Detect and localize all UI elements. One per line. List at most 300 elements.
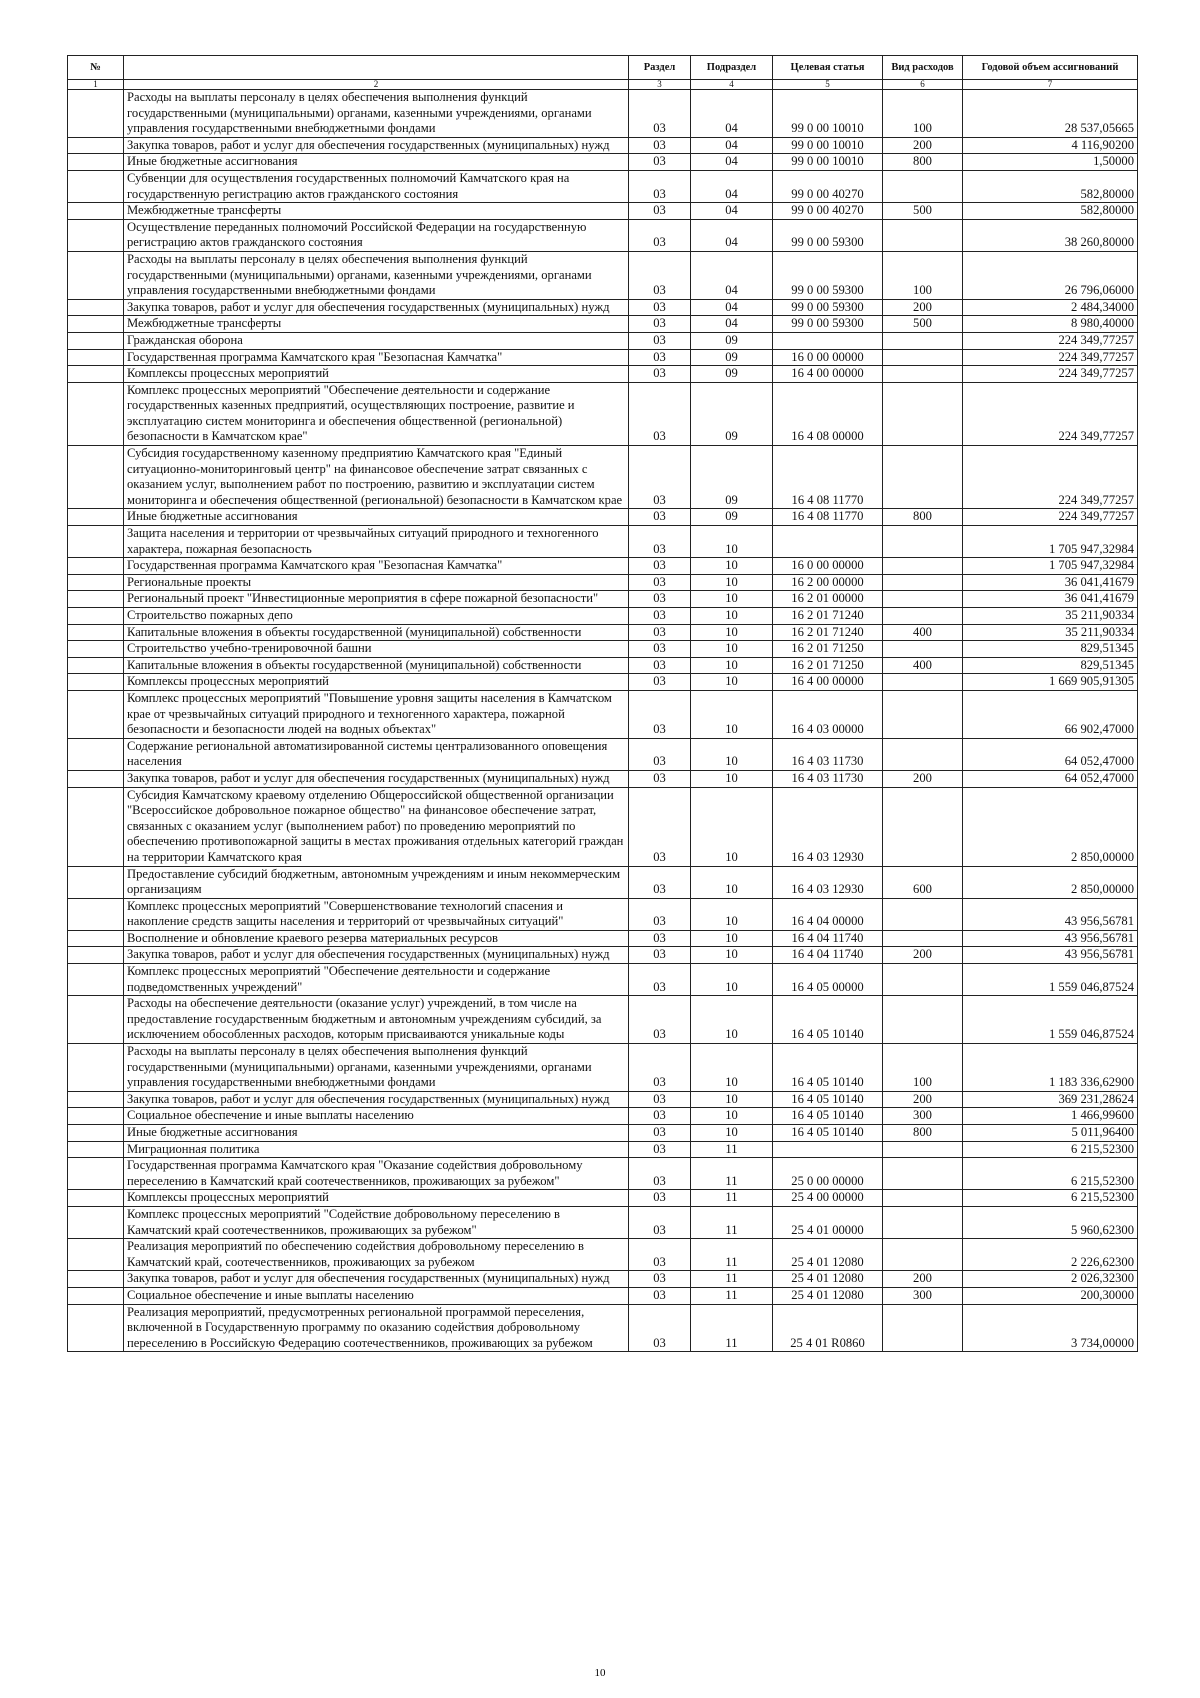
row-target-cell: 25 0 00 00000: [773, 1158, 883, 1190]
row-target-cell: 16 4 03 00000: [773, 690, 883, 738]
row-razdel-cell: 03: [629, 591, 691, 608]
row-podrazdel-cell: 04: [691, 90, 773, 138]
row-podrazdel-cell: 09: [691, 382, 773, 445]
table-row: [68, 787, 1138, 866]
row-razdel-cell: 03: [629, 1125, 691, 1142]
row-vid-cell: 600: [883, 866, 963, 898]
row-podrazdel-cell: 10: [691, 657, 773, 674]
table-row: [68, 1287, 1138, 1304]
row-name-cell: Комплекс процессных мероприятий "Совершенствование технологий спасения и накопление средств защиты населения и территорий от чрезвычайных ситуаций": [124, 898, 629, 930]
row-number-cell: [68, 1239, 124, 1271]
row-podrazdel-cell: 04: [691, 170, 773, 202]
row-podrazdel-cell: 04: [691, 154, 773, 171]
row-number-cell: [68, 1304, 124, 1352]
table-row: [68, 574, 1138, 591]
row-podrazdel-cell: 10: [691, 574, 773, 591]
row-amount-cell: 1 559 046,87524: [963, 996, 1138, 1044]
row-amount-cell: 2 026,32300: [963, 1271, 1138, 1288]
row-amount-cell: 26 796,06000: [963, 251, 1138, 299]
row-vid-cell: 100: [883, 90, 963, 138]
row-podrazdel-cell: 10: [691, 930, 773, 947]
row-number-cell: [68, 1044, 124, 1092]
row-number-cell: [68, 608, 124, 625]
row-podrazdel-cell: 04: [691, 219, 773, 251]
table-row: [68, 770, 1138, 787]
table-row: [68, 219, 1138, 251]
row-number-cell: [68, 1271, 124, 1288]
row-target-cell: 99 0 00 59300: [773, 299, 883, 316]
table-row: [68, 947, 1138, 964]
row-podrazdel-cell: 11: [691, 1239, 773, 1271]
row-number-cell: [68, 866, 124, 898]
row-podrazdel-cell: 10: [691, 608, 773, 625]
row-target-cell: 16 2 01 71240: [773, 608, 883, 625]
row-amount-cell: 36 041,41679: [963, 574, 1138, 591]
row-target-cell: 16 4 04 11740: [773, 947, 883, 964]
row-vid-cell: [883, 446, 963, 509]
row-razdel-cell: 03: [629, 1158, 691, 1190]
row-razdel-cell: 03: [629, 657, 691, 674]
row-razdel-cell: 03: [629, 1239, 691, 1271]
table-row: [68, 299, 1138, 316]
table-row: [68, 1141, 1138, 1158]
table-row: [68, 930, 1138, 947]
row-amount-cell: 5 960,62300: [963, 1206, 1138, 1238]
table-row: [68, 591, 1138, 608]
row-target-cell: 99 0 00 10010: [773, 137, 883, 154]
row-name-cell: Иные бюджетные ассигнования: [124, 509, 629, 526]
header-razdel: Раздел: [629, 56, 691, 80]
row-amount-cell: 582,80000: [963, 170, 1138, 202]
row-target-cell: 16 4 00 00000: [773, 366, 883, 383]
row-podrazdel-cell: 10: [691, 947, 773, 964]
row-number-cell: [68, 446, 124, 509]
row-podrazdel-cell: 10: [691, 787, 773, 866]
budget-table: [67, 55, 1138, 1352]
table-row: [68, 316, 1138, 333]
table-row: [68, 366, 1138, 383]
row-number-cell: [68, 898, 124, 930]
row-number-cell: [68, 964, 124, 996]
header-no: №: [68, 56, 124, 80]
row-vid-cell: [883, 738, 963, 770]
row-name-cell: Государственная программа Камчатского края "Безопасная Камчатка": [124, 349, 629, 366]
row-target-cell: [773, 526, 883, 558]
row-razdel-cell: 03: [629, 90, 691, 138]
row-number-cell: [68, 770, 124, 787]
row-target-cell: 16 4 08 11770: [773, 446, 883, 509]
table-row: [68, 1190, 1138, 1207]
row-amount-cell: 1 669 905,91305: [963, 674, 1138, 691]
row-razdel-cell: 03: [629, 930, 691, 947]
table-row: [68, 203, 1138, 220]
row-vid-cell: [883, 366, 963, 383]
row-target-cell: 16 4 00 00000: [773, 674, 883, 691]
table-row: [68, 382, 1138, 445]
row-name-cell: Субвенции для осуществления государственных полномочий Камчатского края на государственную регистрацию актов гражданского состояния: [124, 170, 629, 202]
row-podrazdel-cell: 10: [691, 558, 773, 575]
row-name-cell: Закупка товаров, работ и услуг для обеспечения государственных (муниципальных) нужд: [124, 770, 629, 787]
row-number-cell: [68, 90, 124, 138]
row-vid-cell: [883, 787, 963, 866]
row-podrazdel-cell: 11: [691, 1141, 773, 1158]
row-podrazdel-cell: 11: [691, 1287, 773, 1304]
row-vid-cell: 800: [883, 1125, 963, 1142]
row-razdel-cell: 03: [629, 608, 691, 625]
row-vid-cell: [883, 996, 963, 1044]
row-podrazdel-cell: 10: [691, 624, 773, 641]
row-target-cell: 99 0 00 40270: [773, 170, 883, 202]
table-row: [68, 558, 1138, 575]
row-target-cell: [773, 332, 883, 349]
table-row: [68, 509, 1138, 526]
row-amount-cell: 43 956,56781: [963, 898, 1138, 930]
row-name-cell: Расходы на обеспечение деятельности (оказание услуг) учреждений, в том числе на предоставление государственным бюджетным и автономным учреждениям субсидий, за исключением обособленных расходов, которым присваиваются уникальные коды: [124, 996, 629, 1044]
row-razdel-cell: 03: [629, 203, 691, 220]
table-row: [68, 349, 1138, 366]
row-razdel-cell: 03: [629, 1141, 691, 1158]
row-vid-cell: [883, 608, 963, 625]
row-name-cell: Строительство учебно-тренировочной башни: [124, 641, 629, 658]
row-target-cell: 16 4 05 10140: [773, 1125, 883, 1142]
row-name-cell: Реализация мероприятий, предусмотренных региональной программой переселения, включенной в Государственную программу по оказанию содействия добровольному переселению в Российскую Федерацию соотечественников, проживающих за рубежом: [124, 1304, 629, 1352]
row-vid-cell: [883, 332, 963, 349]
row-name-cell: Защита населения и территории от чрезвычайных ситуаций природного и техногенного характера, пожарная безопасность: [124, 526, 629, 558]
row-number-cell: [68, 509, 124, 526]
row-name-cell: Расходы на выплаты персоналу в целях обеспечения выполнения функций государственными (муниципальными) органами, казенными учреждениями, органами управления государственными внебюджетными фондами: [124, 90, 629, 138]
table-row: [68, 1125, 1138, 1142]
row-target-cell: 16 4 05 10140: [773, 1091, 883, 1108]
row-razdel-cell: 03: [629, 154, 691, 171]
row-target-cell: 16 2 01 71240: [773, 624, 883, 641]
row-name-cell: Расходы на выплаты персоналу в целях обеспечения выполнения функций государственными (муниципальными) органами, казенными учреждениями, органами управления государственными внебюджетными фондами: [124, 251, 629, 299]
row-podrazdel-cell: 04: [691, 203, 773, 220]
row-name-cell: Комплексы процессных мероприятий: [124, 1190, 629, 1207]
row-target-cell: 25 4 01 12080: [773, 1239, 883, 1271]
row-name-cell: Восполнение и обновление краевого резерва материальных ресурсов: [124, 930, 629, 947]
table-row: [68, 137, 1138, 154]
row-amount-cell: 369 231,28624: [963, 1091, 1138, 1108]
row-name-cell: Межбюджетные трансферты: [124, 316, 629, 333]
table-row: [68, 690, 1138, 738]
row-name-cell: Государственная программа Камчатского края "Оказание содействия добровольному переселению в Камчатский край соотечественников, проживающих за рубежом": [124, 1158, 629, 1190]
row-podrazdel-cell: 09: [691, 366, 773, 383]
row-target-cell: 25 4 01 R0860: [773, 1304, 883, 1352]
table-row: [68, 657, 1138, 674]
row-amount-cell: 224 349,77257: [963, 446, 1138, 509]
row-number-cell: [68, 574, 124, 591]
row-razdel-cell: 03: [629, 299, 691, 316]
row-target-cell: 16 2 01 00000: [773, 591, 883, 608]
row-razdel-cell: 03: [629, 382, 691, 445]
row-name-cell: Капитальные вложения в объекты государственной (муниципальной) собственности: [124, 624, 629, 641]
column-number: 7: [963, 80, 1138, 90]
row-number-cell: [68, 137, 124, 154]
row-vid-cell: 300: [883, 1108, 963, 1125]
row-name-cell: Межбюджетные трансферты: [124, 203, 629, 220]
row-podrazdel-cell: 09: [691, 349, 773, 366]
row-amount-cell: 224 349,77257: [963, 349, 1138, 366]
row-amount-cell: 8 980,40000: [963, 316, 1138, 333]
row-target-cell: 25 4 01 12080: [773, 1287, 883, 1304]
row-name-cell: Комплексы процессных мероприятий: [124, 674, 629, 691]
row-vid-cell: [883, 219, 963, 251]
header-podrazdel: Подраздел: [691, 56, 773, 80]
row-podrazdel-cell: 10: [691, 526, 773, 558]
row-number-cell: [68, 930, 124, 947]
row-target-cell: 16 4 05 10140: [773, 1044, 883, 1092]
row-razdel-cell: 03: [629, 624, 691, 641]
row-number-cell: [68, 349, 124, 366]
row-number-cell: [68, 657, 124, 674]
row-amount-cell: 1 466,99600: [963, 1108, 1138, 1125]
column-number-row: [68, 80, 1138, 90]
row-vid-cell: [883, 349, 963, 366]
table-row: [68, 964, 1138, 996]
row-number-cell: [68, 996, 124, 1044]
row-amount-cell: 224 349,77257: [963, 366, 1138, 383]
table-row: [68, 996, 1138, 1044]
row-name-cell: Закупка товаров, работ и услуг для обеспечения государственных (муниципальных) нужд: [124, 1271, 629, 1288]
row-podrazdel-cell: 04: [691, 299, 773, 316]
table-row: [68, 251, 1138, 299]
row-podrazdel-cell: 10: [691, 674, 773, 691]
row-target-cell: 25 4 01 00000: [773, 1206, 883, 1238]
row-number-cell: [68, 154, 124, 171]
row-vid-cell: 200: [883, 299, 963, 316]
row-target-cell: 99 0 00 10010: [773, 154, 883, 171]
row-target-cell: 16 4 03 12930: [773, 866, 883, 898]
row-target-cell: 99 0 00 40270: [773, 203, 883, 220]
row-vid-cell: 500: [883, 203, 963, 220]
row-target-cell: 99 0 00 59300: [773, 219, 883, 251]
table-row: [68, 1108, 1138, 1125]
row-vid-cell: 500: [883, 316, 963, 333]
row-podrazdel-cell: 10: [691, 1125, 773, 1142]
table-row: [68, 526, 1138, 558]
row-razdel-cell: 03: [629, 1091, 691, 1108]
row-number-cell: [68, 1287, 124, 1304]
table-row: [68, 866, 1138, 898]
row-name-cell: Реализация мероприятий по обеспечению содействия добровольному переселению в Камчатский край, соотечественников, проживающих за рубежом: [124, 1239, 629, 1271]
header-vid: Вид расходов: [883, 56, 963, 80]
row-target-cell: 16 4 04 00000: [773, 898, 883, 930]
row-vid-cell: [883, 558, 963, 575]
row-target-cell: 16 2 01 71250: [773, 657, 883, 674]
row-number-cell: [68, 674, 124, 691]
row-amount-cell: 36 041,41679: [963, 591, 1138, 608]
row-number-cell: [68, 203, 124, 220]
row-name-cell: Капитальные вложения в объекты государственной (муниципальной) собственности: [124, 657, 629, 674]
row-vid-cell: 400: [883, 624, 963, 641]
table-row: [68, 641, 1138, 658]
row-vid-cell: [883, 574, 963, 591]
row-razdel-cell: 03: [629, 1287, 691, 1304]
row-name-cell: Комплекс процессных мероприятий "Обеспечение деятельности и содержание подведомственных учреждений": [124, 964, 629, 996]
row-number-cell: [68, 299, 124, 316]
row-podrazdel-cell: 10: [691, 898, 773, 930]
row-vid-cell: 200: [883, 1271, 963, 1288]
row-podrazdel-cell: 09: [691, 446, 773, 509]
row-vid-cell: [883, 170, 963, 202]
row-name-cell: Иные бюджетные ассигнования: [124, 1125, 629, 1142]
row-razdel-cell: 03: [629, 947, 691, 964]
row-number-cell: [68, 382, 124, 445]
column-number: 5: [773, 80, 883, 90]
row-number-cell: [68, 1158, 124, 1190]
row-vid-cell: 800: [883, 509, 963, 526]
table-row: [68, 446, 1138, 509]
table-row: [68, 624, 1138, 641]
row-amount-cell: 1,50000: [963, 154, 1138, 171]
row-podrazdel-cell: 10: [691, 591, 773, 608]
table-row: [68, 170, 1138, 202]
row-number-cell: [68, 641, 124, 658]
row-target-cell: 16 4 03 12930: [773, 787, 883, 866]
row-podrazdel-cell: 10: [691, 996, 773, 1044]
row-number-cell: [68, 624, 124, 641]
table-row: [68, 1206, 1138, 1238]
row-razdel-cell: 03: [629, 446, 691, 509]
row-number-cell: [68, 251, 124, 299]
row-amount-cell: 2 850,00000: [963, 866, 1138, 898]
table-row: [68, 1091, 1138, 1108]
row-amount-cell: 829,51345: [963, 641, 1138, 658]
row-number-cell: [68, 1190, 124, 1207]
row-target-cell: 16 4 05 00000: [773, 964, 883, 996]
row-vid-cell: 800: [883, 154, 963, 171]
column-number: 6: [883, 80, 963, 90]
row-name-cell: Закупка товаров, работ и услуг для обеспечения государственных (муниципальных) нужд: [124, 299, 629, 316]
row-amount-cell: 224 349,77257: [963, 382, 1138, 445]
row-name-cell: Осуществление переданных полномочий Российской Федерации на государственную регистрацию актов гражданского состояния: [124, 219, 629, 251]
row-number-cell: [68, 170, 124, 202]
row-razdel-cell: 03: [629, 996, 691, 1044]
row-amount-cell: 1 559 046,87524: [963, 964, 1138, 996]
row-name-cell: Миграционная политика: [124, 1141, 629, 1158]
row-vid-cell: [883, 690, 963, 738]
row-amount-cell: 43 956,56781: [963, 947, 1138, 964]
row-target-cell: 16 4 03 11730: [773, 738, 883, 770]
row-razdel-cell: 03: [629, 526, 691, 558]
row-razdel-cell: 03: [629, 366, 691, 383]
row-vid-cell: [883, 1141, 963, 1158]
row-vid-cell: [883, 1206, 963, 1238]
row-vid-cell: [883, 1239, 963, 1271]
row-razdel-cell: 03: [629, 251, 691, 299]
row-razdel-cell: 03: [629, 964, 691, 996]
row-podrazdel-cell: 10: [691, 964, 773, 996]
row-name-cell: Строительство пожарных депо: [124, 608, 629, 625]
row-amount-cell: 35 211,90334: [963, 624, 1138, 641]
row-vid-cell: [883, 382, 963, 445]
row-podrazdel-cell: 10: [691, 1044, 773, 1092]
row-name-cell: Комплекс процессных мероприятий "Обеспечение деятельности и содержание государственных казенных предприятий, осуществляющих построение, развитие и эксплуатацию систем мониторинга и обеспечения общественной (региональной) безопасности в Камчатском крае": [124, 382, 629, 445]
row-vid-cell: [883, 591, 963, 608]
row-vid-cell: 100: [883, 1044, 963, 1092]
row-razdel-cell: 03: [629, 738, 691, 770]
row-razdel-cell: 03: [629, 219, 691, 251]
column-number: 1: [68, 80, 124, 90]
row-vid-cell: 100: [883, 251, 963, 299]
header-target: Целевая статья: [773, 56, 883, 80]
row-vid-cell: [883, 526, 963, 558]
row-amount-cell: 64 052,47000: [963, 770, 1138, 787]
row-target-cell: 25 4 00 00000: [773, 1190, 883, 1207]
row-amount-cell: 6 215,52300: [963, 1158, 1138, 1190]
row-razdel-cell: 03: [629, 332, 691, 349]
table-row: [68, 1158, 1138, 1190]
row-name-cell: Комплекс процессных мероприятий "Повышение уровня защиты населения в Камчатском крае от чрезвычайных ситуаций природного и техногенного характера, пожарной безопасности и безопасности людей на водных объектах": [124, 690, 629, 738]
row-razdel-cell: 03: [629, 674, 691, 691]
row-name-cell: Субсидия Камчатскому краевому отделению Общероссийской общественной организации "Всероссийское добровольное пожарное общество" на финансовое обеспечение затрат, связанных с оказанием услуг (выполнением работ) по проведению мероприятий по обеспечению противопожарной защиты в местах проживания отдельных категорий граждан на территории Камчатского края: [124, 787, 629, 866]
row-target-cell: 99 0 00 59300: [773, 251, 883, 299]
row-number-cell: [68, 1091, 124, 1108]
row-podrazdel-cell: 04: [691, 316, 773, 333]
row-vid-cell: [883, 1190, 963, 1207]
row-target-cell: 16 4 08 11770: [773, 509, 883, 526]
row-podrazdel-cell: 10: [691, 690, 773, 738]
row-razdel-cell: 03: [629, 137, 691, 154]
table-row: [68, 332, 1138, 349]
row-amount-cell: 38 260,80000: [963, 219, 1138, 251]
row-razdel-cell: 03: [629, 1304, 691, 1352]
row-podrazdel-cell: 11: [691, 1190, 773, 1207]
row-podrazdel-cell: 10: [691, 738, 773, 770]
row-name-cell: Комплексы процессных мероприятий: [124, 366, 629, 383]
row-number-cell: [68, 787, 124, 866]
row-number-cell: [68, 526, 124, 558]
column-number: 3: [629, 80, 691, 90]
row-podrazdel-cell: 11: [691, 1158, 773, 1190]
row-number-cell: [68, 1125, 124, 1142]
row-target-cell: 16 4 03 11730: [773, 770, 883, 787]
row-podrazdel-cell: 09: [691, 332, 773, 349]
row-razdel-cell: 03: [629, 170, 691, 202]
row-amount-cell: 829,51345: [963, 657, 1138, 674]
table-row: [68, 1304, 1138, 1352]
row-name-cell: Предоставление субсидий бюджетным, автономным учреждениям и иным некоммерческим организациям: [124, 866, 629, 898]
table-row: [68, 738, 1138, 770]
table-row: [68, 1239, 1138, 1271]
row-number-cell: [68, 690, 124, 738]
table-row: [68, 674, 1138, 691]
row-razdel-cell: 03: [629, 1206, 691, 1238]
row-target-cell: 99 0 00 59300: [773, 316, 883, 333]
row-vid-cell: 300: [883, 1287, 963, 1304]
row-number-cell: [68, 738, 124, 770]
row-number-cell: [68, 1206, 124, 1238]
table-row: [68, 608, 1138, 625]
row-vid-cell: [883, 1158, 963, 1190]
row-podrazdel-cell: 04: [691, 137, 773, 154]
row-target-cell: 16 4 05 10140: [773, 1108, 883, 1125]
row-target-cell: 99 0 00 10010: [773, 90, 883, 138]
row-amount-cell: 224 349,77257: [963, 332, 1138, 349]
row-target-cell: 16 2 01 71250: [773, 641, 883, 658]
row-amount-cell: 1 705 947,32984: [963, 526, 1138, 558]
row-amount-cell: 1 183 336,62900: [963, 1044, 1138, 1092]
row-vid-cell: 200: [883, 770, 963, 787]
row-podrazdel-cell: 11: [691, 1206, 773, 1238]
row-name-cell: Иные бюджетные ассигнования: [124, 154, 629, 171]
row-name-cell: Расходы на выплаты персоналу в целях обеспечения выполнения функций государственными (муниципальными) органами, казенными учреждениями, органами управления государственными внебюджетными фондами: [124, 1044, 629, 1092]
row-number-cell: [68, 947, 124, 964]
row-target-cell: 25 4 01 12080: [773, 1271, 883, 1288]
row-name-cell: Социальное обеспечение и иные выплаты населению: [124, 1287, 629, 1304]
row-number-cell: [68, 558, 124, 575]
row-name-cell: Содержание региональной автоматизированной системы централизованного оповещения населения: [124, 738, 629, 770]
